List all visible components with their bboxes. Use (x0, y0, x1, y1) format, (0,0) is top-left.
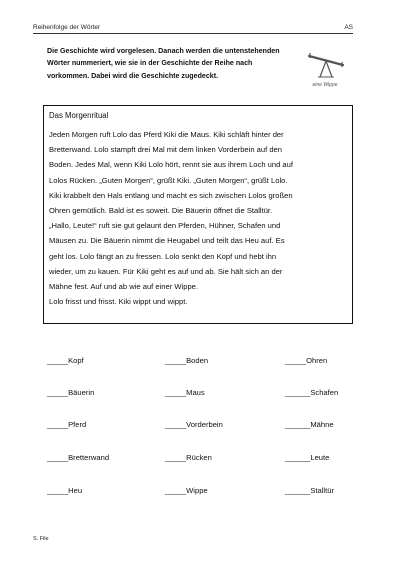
word-item: _____Maus (165, 388, 205, 397)
word-row (47, 387, 367, 399)
story-line: Mähne fest. Auf und ab wie auf einer Wippe. (49, 282, 199, 292)
seesaw-icon (306, 50, 346, 80)
header-title: Reihenfolge der Wörter (33, 24, 101, 31)
story-line: Bretterwand. Lolo stampft drei Mal mit dem linken Vorderbein auf den (49, 145, 282, 155)
word-item: _____Rücken (165, 453, 212, 462)
word-row (47, 452, 367, 464)
story-title: Das Morgenritual (49, 111, 109, 120)
story-line: Ohren gemütlich. Bald ist es soweit. Die Bäuerin öffnet die Stalltür. (49, 206, 273, 216)
illustration-caption: eine Wippe (312, 82, 338, 88)
word-item: _____Kopf (47, 356, 84, 365)
word-item: _____Vorderbein (165, 420, 223, 429)
page-header (33, 24, 353, 36)
instructions (47, 45, 292, 82)
header-code: AS (344, 24, 353, 31)
word-item: ______Leute (285, 453, 330, 462)
story-line: Lolo frisst und frisst. Kiki wippt und wippt. (49, 297, 188, 307)
story-line: wieder, um zu kauen. Für Kiki geht es auf und ab. Sie hält sich an der (49, 266, 283, 276)
word-row (47, 355, 367, 367)
instruction-line: vorkommen. Dabei wird die Geschichte zugedeckt. (47, 71, 219, 80)
word-list (47, 355, 367, 500)
story-box (43, 105, 353, 324)
story-line: Lolos Rücken. „Guten Morgen“, grüßt Kiki. „Guten Morgen“, grüßt Lolo. (49, 175, 288, 185)
word-item: _____Heu (47, 486, 83, 495)
word-row (47, 485, 367, 497)
word-item: _____Bäuerin (47, 388, 95, 397)
instruction-line: Wörter nummeriert, wie sie in der Geschichte der Reihe nach (47, 59, 253, 68)
word-item: ______Mähne (285, 420, 334, 429)
word-item: _____Bretterwand (47, 453, 110, 462)
story-line: Kiki krabbelt den Hals entlang und macht es sich zwischen Lolos großen (49, 190, 293, 200)
word-item: _____Wippe (165, 486, 208, 495)
word-item: ______Schafen (285, 388, 339, 397)
header-divider (33, 33, 353, 34)
story-line: „Hallo, Leute!“ ruft sie gut gelaunt den Pferden, Hühner, Schafen und (49, 221, 281, 231)
word-item: _____Boden (165, 356, 209, 365)
story-line: Boden. Jedes Mal, wenn Kiki Lolo hört, rennt sie aus ihrem Loch und auf (49, 160, 293, 170)
story-line: Mäusen zu. Die Bäuerin nimmt die Heugabel und teilt das Heu auf. Es (49, 236, 285, 246)
word-item: _____Ohren (285, 356, 328, 365)
page-footer: S. File (33, 536, 49, 542)
story-line: Jeden Morgen ruft Lolo das Pferd Kiki die Maus. Kiki schläft hinter der (49, 130, 284, 139)
instruction-line: Die Geschichte wird vorgelesen. Danach werden die untenstehenden (47, 47, 280, 55)
story-text (49, 127, 347, 309)
word-item: ______Stalltür (285, 486, 334, 495)
word-item: _____Pferd (47, 420, 87, 429)
story-line: geht los. Lolo fängt an zu fressen. Lolo senkt den Kopf und hebt ihn (49, 251, 277, 261)
word-row (47, 419, 367, 431)
